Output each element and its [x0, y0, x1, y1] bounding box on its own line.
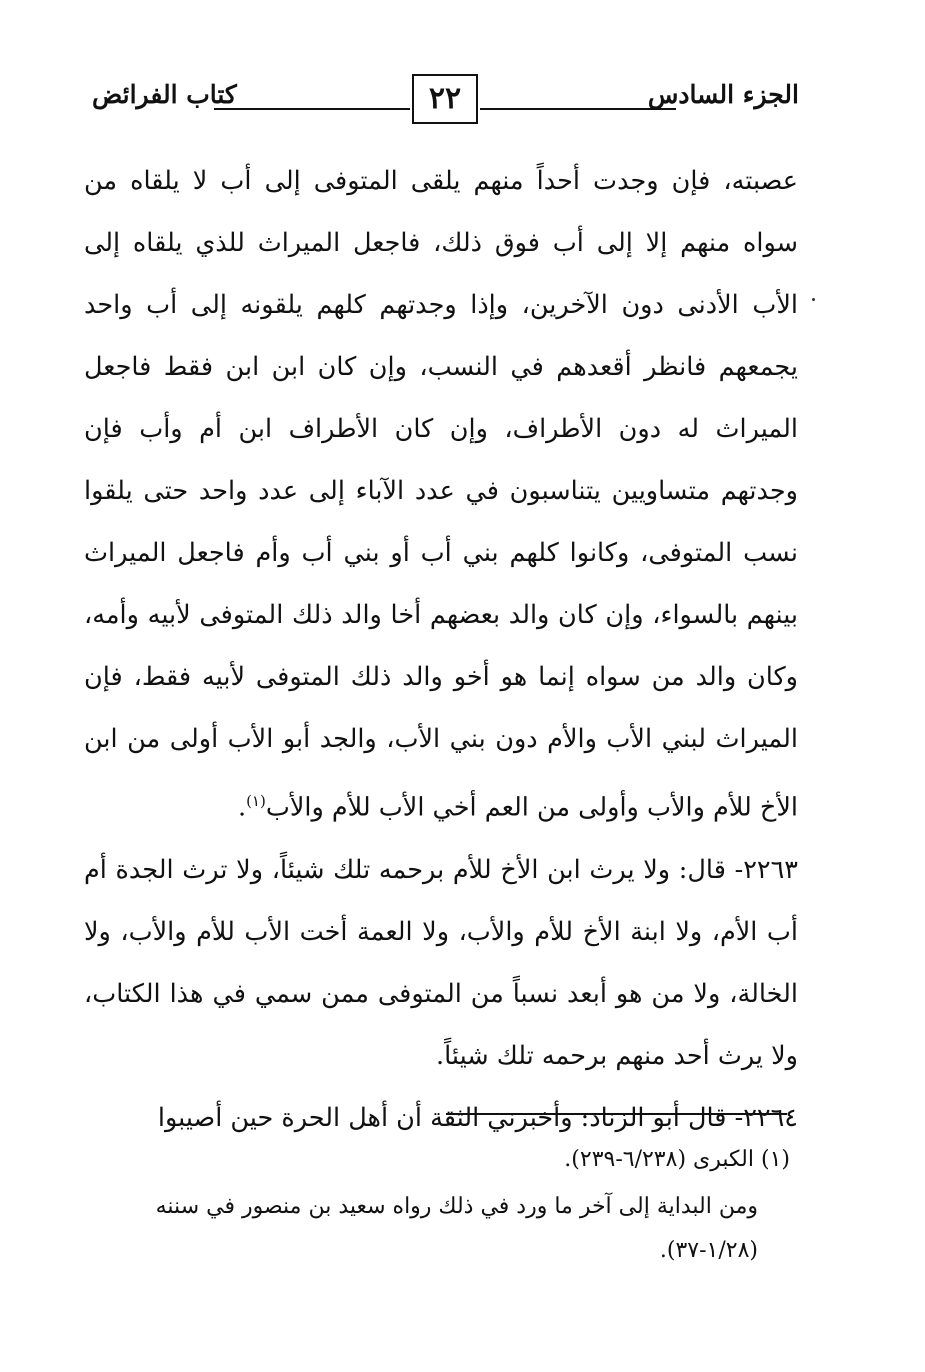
text-line: منهم إلا إلى أب فوق ذلك، فاجعل الميراث للذي يلقاه إلى الأب [84, 228, 798, 320]
main-text [84, 150, 798, 1149]
text-line: (١/٢٨-٣٧). [659, 1238, 758, 1263]
footnote-1: (١) الكبرى (٦/٢٣٨-٢٣٩). [564, 1147, 790, 1172]
text-line: ومن البداية إلى آخر ما ورد في ذلك رواه سعيد بن منصور في سننه [155, 1194, 758, 1219]
text-line: فإن الميراث لبني الأب والأم دون بني الأب، والجد أبو الأب أولى من [84, 662, 798, 754]
text-line: وجدتهم متساويين يتناسبون في عدد الآباء إلى عدد واحد حتى يلقوا [84, 476, 798, 506]
footnotes [84, 1135, 798, 1273]
text-line: الأب للأم والأب، ولا الخالة، ولا من هو أبعد نسباً من المتوفى ممن [84, 916, 798, 1009]
text-line: ترث الجدة أم أب الأم، ولا ابنة الأخ للأم والأب، ولا العمة أخت [84, 854, 798, 947]
page-number-box: ٢٢ [412, 74, 478, 124]
text-line: وأمه، وكان والد من سواه إنما هو أخو والد ذلك المتوفى لأبيه فقط، [84, 600, 798, 692]
text-line: ابن الأخ للأم والأب وأولى من العم أخي الأب للأم والأب [84, 724, 798, 823]
paragraph-1 [84, 150, 798, 839]
text-line: ٢٢٦٤- قال أبو الزناد: وأخبرني الثقة أن أهل الحرة حين أصيبوا [157, 1102, 798, 1133]
text-line: نسب المتوفى، وكانوا كلهم بني أب أو بني أب وأم فاجعل الميراث [84, 538, 798, 568]
header-rule-right [480, 108, 676, 110]
text-line: عصبته، فإن وجدت أحداً منهم يلقى المتوفى إلى أب لا يلقاه من سواه [84, 166, 798, 258]
header-rule-left [214, 108, 410, 110]
text-line: الأدنى دون الآخرين، وإذا وجدتهم كلهم يلقونه إلى أب واحد [84, 290, 739, 320]
book-title: كتاب الفرائض [92, 80, 237, 109]
paragraph-2263 [84, 839, 798, 1087]
text-line: سمي في هذا الكتاب، ولا يرث أحد منهم برحمه تلك شيئاً. [84, 978, 798, 1071]
margin-speck [812, 298, 815, 301]
footnote-marker[interactable]: (١) [246, 792, 266, 810]
volume-title: الجزء السادس [647, 80, 799, 109]
footnote-separator [446, 1113, 787, 1115]
text-line: الميراث له دون الأطراف، وإن كان الأطراف ابن أم وأب فإن [84, 414, 798, 444]
text-line: يجمعهم فانظر أقعدهم في النسب، وإن كان ابن ابن فقط فاجعل [84, 352, 798, 382]
sentence-end: . [237, 792, 247, 823]
footnote-2 [84, 1185, 798, 1273]
text-line: بينهم بالسواء، وإن كان والد بعضهم أخا والد ذلك المتوفى لأبيه [147, 600, 798, 630]
text-line: ٢٢٦٣- قال: ولا يرث ابن الأخ للأم برحمه تلك شيئاً، ولا [236, 854, 798, 885]
